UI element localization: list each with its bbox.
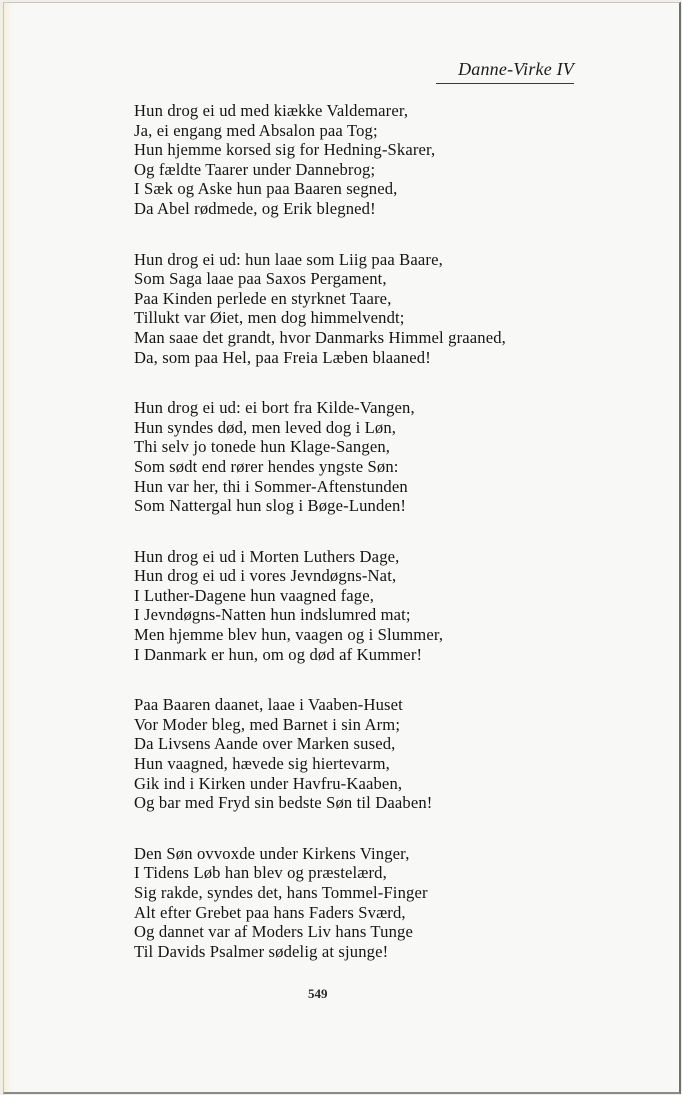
poem-line: Som Nattergal hun slog i Bøge-Lunden! xyxy=(134,496,407,516)
stanza-3 xyxy=(134,398,614,516)
stanza-1 xyxy=(134,101,614,219)
poem-line: I Tidens Løb han blev og præstelærd, xyxy=(134,863,387,883)
poem-line: Som sødt end rører hendes yngste Søn: xyxy=(134,456,399,476)
poem-line: Hun drog ei ud i Morten Luthers Dage, xyxy=(134,546,400,566)
poem-line: Til Davids Psalmer sødelig at sjunge! xyxy=(134,941,389,961)
poem-line: Ja, ei engang med Absalon paa Tog; xyxy=(134,120,378,140)
poem-line: Og dannet var af Moders Liv hans Tunge xyxy=(134,922,413,942)
poem-line: Men hjemme blev hun, vaagen og i Slummer, xyxy=(134,625,444,645)
poem-line: Da Abel rødmede, og Erik blegned! xyxy=(134,198,376,218)
poem-line: Tillukt var Øiet, men dog himmelvendt; xyxy=(134,308,405,328)
poem-line: Og fældte Taarer under Dannebrog; xyxy=(134,159,376,179)
stanza-5 xyxy=(134,695,614,813)
poem-line: Som Saga laae paa Saxos Pergament, xyxy=(134,269,387,289)
stanza-6 xyxy=(134,844,614,962)
poem-line: I Jevndøgns-Natten hun indslumred mat; xyxy=(134,605,411,625)
poem-line: Alt efter Grebet paa hans Faders Sværd, xyxy=(134,902,406,922)
poem-line: I Luther-Dagene hun vaagned fage, xyxy=(134,585,375,605)
page-number: 549 xyxy=(308,986,328,1001)
poem-line: Hun drog ei ud med kiække Valdemarer, xyxy=(134,101,409,120)
poem-line: Hun drog ei ud: hun laae som Liig paa Baare, xyxy=(134,249,443,269)
poem-line: Gik ind i Kirken under Havfru-Kaaben, xyxy=(134,773,403,793)
poem-line: I Sæk og Aske hun paa Baaren segned, xyxy=(134,179,398,199)
poem-line: Hun hjemme korsed sig for Hedning-Skarer, xyxy=(134,140,436,160)
poem-body xyxy=(134,101,614,992)
poem-line: Hun var her, thi i Sommer-Aftenstunden xyxy=(134,476,408,496)
poem-line: Paa Kinden perlede en styrknet Taare, xyxy=(134,288,392,308)
poem-line: Hun drog ei ud i vores Jevndøgns-Nat, xyxy=(134,566,397,586)
stanza-4 xyxy=(134,547,614,665)
poem-line: Vor Moder bleg, med Barnet i sin Arm; xyxy=(134,714,401,734)
poem-line: Paa Baaren daanet, laae i Vaaben-Huset xyxy=(134,695,403,715)
stanza-2 xyxy=(134,250,614,368)
poem-line: Man saae det grandt, hvor Danmarks Himmel graaned, xyxy=(134,327,506,347)
poem-line: Sig rakde, syndes det, hans Tommel-Finger xyxy=(134,883,428,902)
poem-line: Da, som paa Hel, paa Freia Læben blaaned! xyxy=(134,347,431,367)
running-title: Danne-Virke IV xyxy=(458,59,574,79)
poem-line: Hun drog ei ud: ei bort fra Kilde-Vangen, xyxy=(134,398,415,418)
header-rule xyxy=(436,83,574,84)
book-page xyxy=(3,2,681,1094)
poem-line: Thi selv jo tonede hun Klage-Sangen, xyxy=(134,437,391,457)
poem-line: Hun syndes død, men leved dog i Løn, xyxy=(134,417,397,437)
poem-line: Den Søn ovvoxde under Kirkens Vinger, xyxy=(134,843,410,863)
poem-line: Og bar med Fryd sin bedste Søn til Daaben! xyxy=(134,793,433,813)
poem-line: Hun vaagned, hævede sig hiertevarm, xyxy=(134,754,390,774)
poem-line: Da Livsens Aande over Marken sused, xyxy=(134,734,396,754)
poem-line: I Danmark er hun, om og død af Kummer! xyxy=(134,644,423,664)
